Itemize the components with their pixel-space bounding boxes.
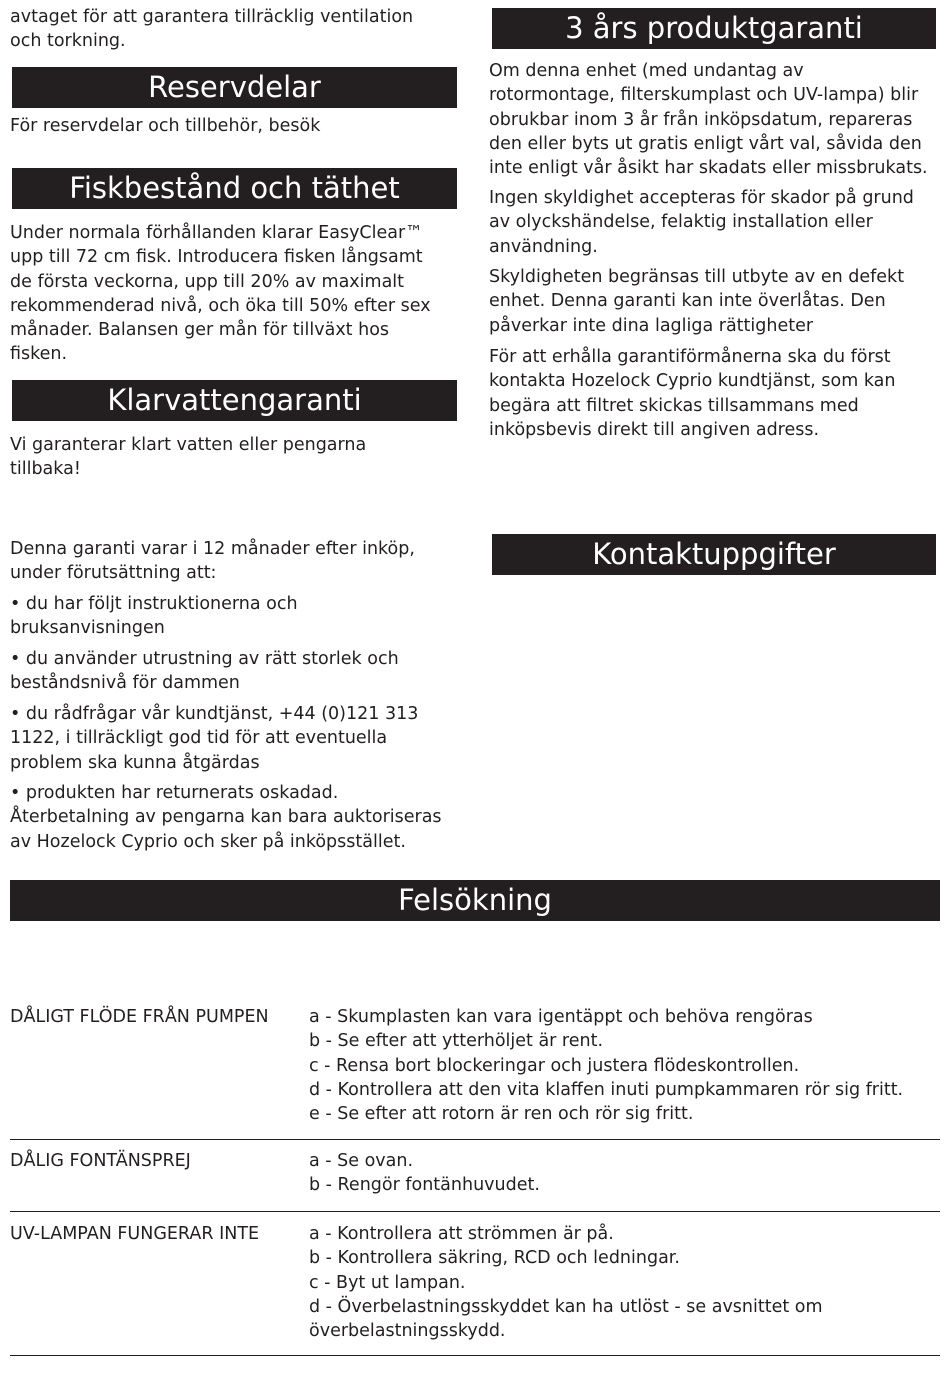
guarantee-condition-item: • du rådfrågar vår kundtjänst, +44 (0)121 313 1122, i tillräckligt god tid för att eventuella problem ska kunna åtgärdas: [10, 704, 419, 773]
fix-item: b - Se efter att ytterhöljet är rent.: [309, 1031, 604, 1052]
problem-label: UV-LAMPAN FUNGERAR INTE: [10, 1224, 260, 1244]
fix-item: a - Skumplasten kan vara igentäppt och behöva rengöras: [309, 1007, 813, 1027]
warranty-paragraph: Om denna enhet (med undantag av rotormontage, filterskumplast och UV-lampa) blir obrukbar inom 3 år från inköpsdatum, repareras den eller byts ut gratis enligt vårt val, såvida den inte enligt vår åsikt har skadats eller missbrukats.: [489, 61, 928, 179]
warranty-heading: 3 års produktgaranti: [492, 8, 936, 49]
fix-list: [309, 1149, 540, 1198]
troubleshooting-heading: Felsökning: [10, 880, 940, 921]
row-divider: [10, 1211, 940, 1212]
fix-list: [309, 1222, 823, 1343]
fix-item: a - Kontrollera att strömmen är på.: [309, 1224, 614, 1244]
problem-label: DÅLIG FONTÄNSPREJ: [10, 1151, 191, 1171]
guarantee-condition-item: • du använder utrustning av rätt storlek och beståndsnivå för dammen: [10, 649, 399, 694]
spare-parts-heading: Reservdelar: [12, 67, 457, 108]
fix-item: c - Byt ut lampan.: [309, 1272, 466, 1293]
warranty-paragraph: För att erhålla garantiförmånerna ska du först kontakta Hozelock Cyprio kundtjänst, som kan begära att filtret skickas tillsammans med inköpsbevis direkt till angiven adress.: [489, 347, 896, 440]
fix-item: b - Kontrollera säkring, RCD och ledningar.: [309, 1248, 680, 1269]
problem-label: DÅLIGT FLÖDE FRÅN PUMPEN: [10, 1007, 269, 1027]
fix-list: [309, 1005, 903, 1126]
fix-item: d - Kontrollera att den vita klaffen inuti pumpkammaren rör sig fritt.: [309, 1079, 904, 1100]
fix-item: c - Rensa bort blockeringar och justera flödeskontrollen.: [309, 1055, 800, 1076]
row-divider: [10, 1355, 940, 1356]
fix-item: d - Överbelastningsskyddet kan ha utlöst - se avsnittet om överbelastningsskydd.: [309, 1296, 823, 1342]
guarantee-condition-item: • du har följt instruktionerna och bruksanvisningen: [10, 594, 298, 639]
fix-item: b - Rengör fontänhuvudet.: [309, 1175, 540, 1196]
warranty-paragraph: Skyldigheten begränsas till utbyte av en defekt enhet. Denna garanti kan inte överlåtas. Den påverkar inte dina lagliga rättigheter: [489, 267, 905, 336]
clear-water-heading: Klarvattengaranti: [12, 380, 457, 421]
guarantee-duration-text: Denna garanti varar i 12 månader efter inköp, under förutsättning att:: [10, 539, 415, 584]
spare-parts-text: För reservdelar och tillbehör, besök: [10, 116, 321, 136]
guarantee-condition-item: • produkten har returnerats oskadad. Återbetalning av pengarna kan bara auktoriseras av Hozelock Cyprio och sker på inköpsstället.: [10, 783, 442, 852]
fish-stock-text: Under normala förhållanden klarar EasyClear™ upp till 72 cm fisk. Introducera fisken långsamt de första veckorna, upp till 20% av maximalt rekommenderad nivå, och öka till 50% efter sex månader. Balansen ger mån för tillväxt hos fisken.: [10, 223, 431, 365]
intro-text: avtaget för att garantera tillräcklig ventilation och torkning.: [10, 7, 414, 52]
row-divider: [10, 1139, 940, 1140]
warranty-paragraph: Ingen skyldighet accepteras för skador på grund av olyckshändelse, felaktig installation eller användning.: [489, 188, 914, 257]
contact-heading: Kontaktuppgifter: [492, 534, 936, 575]
clear-water-text: Vi garanterar klart vatten eller pengarna tillbaka!: [10, 435, 367, 480]
fish-stock-heading: Fiskbestånd och täthet: [12, 168, 457, 209]
fix-item: a - Se ovan.: [309, 1151, 414, 1171]
fix-item: e - Se efter att rotorn är ren och rör sig fritt.: [309, 1104, 694, 1125]
